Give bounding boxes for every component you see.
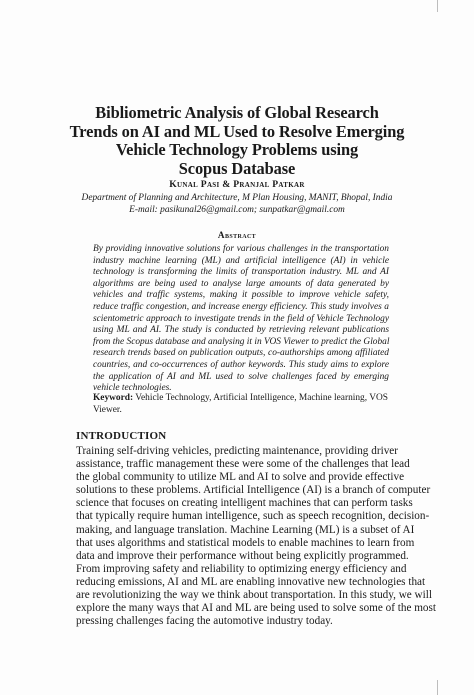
abstract-line: vehicle technologies. xyxy=(93,383,172,394)
abstract-line: By providing innovative solutions for various challenges in the transportation xyxy=(93,244,389,254)
section-heading-introduction: INTRODUCTION xyxy=(76,430,167,442)
body-line: pressing challenges facing the automotive industry today. xyxy=(76,615,333,628)
keywords-text-continued: Viewer. xyxy=(93,405,122,415)
affiliation-line: Department of Planning and Architecture, M Plan Housing, MANIT, Bhopal, India xyxy=(81,193,393,203)
body-line: data and improve their performance without being explicitly programmed. xyxy=(76,549,409,562)
body-line: science that focuses on creating intelligent machines that can perform tasks xyxy=(76,497,413,510)
scan-edge-mark-top xyxy=(437,0,438,12)
body-line: assistance, traffic management these were some of the challenges that lead xyxy=(76,458,410,471)
keywords-text: Vehicle Technology, Artificial Intelligence, Machine learning, VOS xyxy=(133,393,389,403)
scan-edge-mark-bottom xyxy=(437,680,438,695)
keywords-block xyxy=(93,392,389,416)
body-line: making, and language translation. Machine Learning (ML) is a subset of AI xyxy=(76,523,415,536)
email-line: E-mail: pasikunal26@gmail.com; sunpatkar@gmail.com xyxy=(129,204,345,215)
abstract-line: industry machine learning (ML) and artificial intelligence (AI) in vehicle xyxy=(93,255,389,266)
title-line: Bibliometric Analysis of Global Research xyxy=(95,103,379,122)
paper-title xyxy=(40,104,434,178)
title-line: Scopus Database xyxy=(178,158,296,178)
body-line: From improving safety and reliability to optimizing energy efficiency and xyxy=(76,562,407,575)
abstract-line: the application of AI and ML used to solve challenges faced by emerging xyxy=(93,371,389,382)
keywords-label: Keyword: xyxy=(93,393,134,403)
body-line: that uses algorithms and statistical models to enable machines to learn from xyxy=(76,536,415,549)
title-line: Vehicle Technology Problems using xyxy=(115,140,359,160)
abstract-heading: Abstract xyxy=(217,230,257,240)
body-line: that typically require human intelligence, such as speech recognition, decision- xyxy=(76,510,430,523)
author-affiliation xyxy=(60,193,414,216)
abstract-line: scientometric approach to investigate trends in the field of Vehicle Technology xyxy=(93,313,389,324)
body-line: Training self-driving vehicles, predicting maintenance, providing driver xyxy=(76,445,398,457)
body-line: reducing emissions, AI and ML are enabling innovative new technologies that xyxy=(76,575,426,588)
introduction-body xyxy=(76,445,436,628)
body-line: explore the many ways that AI and ML are being used to solve some of the most xyxy=(76,602,436,615)
abstract-line: technology is transforming the limits of transportation industry. ML and AI xyxy=(93,267,389,278)
abstract-line: using ML and AI. The study is conducted by retrieving relevant publications xyxy=(93,325,389,336)
author-names: Kunal Pasi & Pranjal Patkar xyxy=(169,179,305,190)
abstract-line: reduce traffic congestion, and increase energy efficiency. This study involves a xyxy=(93,301,389,312)
title-line: Trends on AI and ML Used to Resolve Emerging xyxy=(69,121,405,141)
abstract-line: from the Scopus database and analysing it in VOS Viewer to predict the Global xyxy=(93,336,390,347)
body-line: solutions to these problems. Artificial Intelligence (AI) is a branch of computer xyxy=(76,484,431,497)
body-line: are revolutionizing the way we think about transportation. In this study, we will xyxy=(76,589,432,602)
abstract-line: countries, and co-occurrences of author keywords. This study aims to explore xyxy=(93,359,389,370)
abstract-body xyxy=(93,244,389,395)
body-line: the global community to utilize ML and AI to solve and provide effective xyxy=(76,471,405,484)
abstract-line: algorithms are being used to analyse large amounts of data generated by xyxy=(93,278,389,289)
abstract-line: research trends based on publication outputs, co-authorships among affiliated xyxy=(93,348,389,359)
abstract-line: vehicles and traffic systems, making it possible to improve vehicle safety, xyxy=(93,290,389,301)
